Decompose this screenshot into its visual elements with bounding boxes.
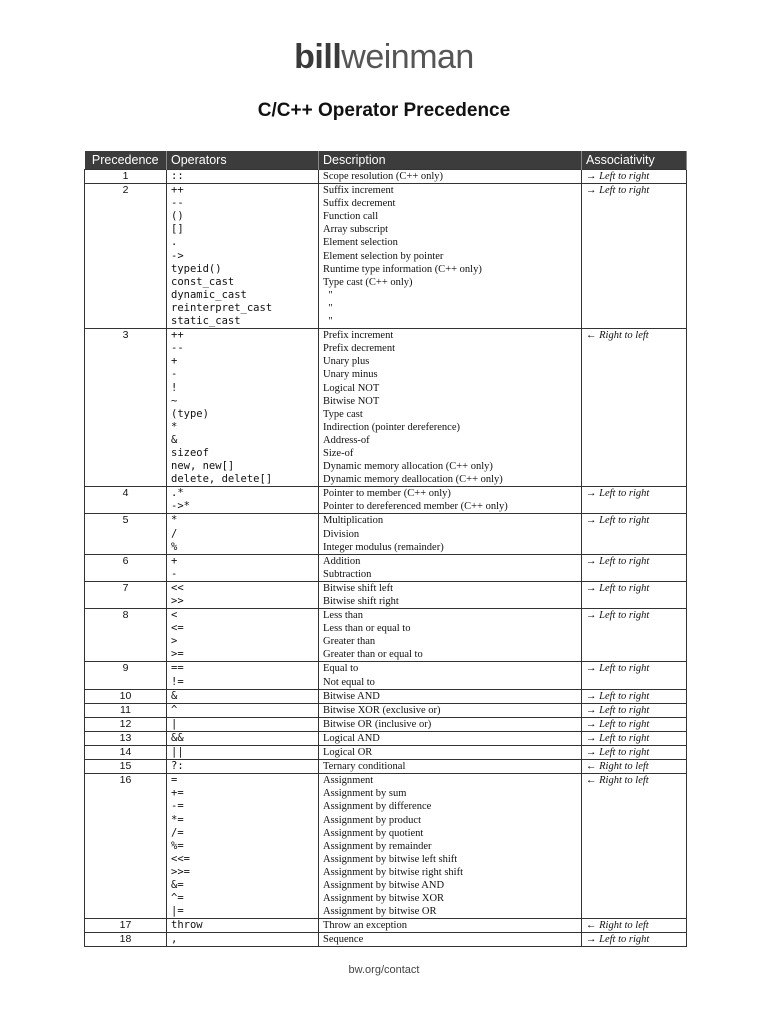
associativity: → Left to right	[586, 555, 650, 567]
description-cell	[319, 329, 582, 487]
operators-cell	[167, 554, 319, 581]
operators-cell	[167, 703, 319, 717]
operator: --	[171, 197, 184, 210]
operator-description: Assignment by quotient	[323, 827, 424, 839]
operator: typeid()	[171, 262, 222, 275]
associativity: → Left to right	[586, 171, 650, 182]
operators-cell	[167, 609, 319, 662]
table-row	[85, 487, 687, 514]
operator: =	[171, 774, 178, 787]
precedence-level: 15	[119, 760, 132, 773]
associativity-cell	[582, 746, 687, 760]
operator: +	[171, 554, 178, 567]
footer-link[interactable]: bw.org/contact	[348, 964, 420, 976]
operator: throw	[171, 919, 203, 932]
operator-description: Suffix decrement	[323, 198, 396, 210]
page-title: C/C++ Operator Precedence	[257, 100, 511, 121]
operator: -	[171, 368, 178, 381]
precedence-level: 5	[122, 514, 129, 527]
operator: ->	[171, 249, 184, 262]
operator-description: Less than or equal to	[323, 623, 411, 635]
operator: %	[171, 540, 178, 553]
associativity-cell	[582, 609, 687, 662]
precedence-cell	[85, 919, 167, 933]
precedence-level: 14	[119, 746, 132, 759]
description-cell	[319, 609, 582, 662]
operator: >	[171, 635, 178, 648]
operator: >>=	[171, 865, 190, 878]
precedence-cell	[85, 760, 167, 774]
associativity-cell	[582, 170, 687, 184]
table-row	[85, 774, 687, 919]
operator: !=	[171, 675, 184, 688]
operators-cell	[167, 760, 319, 774]
precedence-cell	[85, 581, 167, 608]
operator: +=	[171, 787, 184, 800]
table-row	[85, 184, 687, 329]
operator-description: Logical OR	[323, 747, 373, 759]
table-row	[85, 746, 687, 760]
associativity: → Left to right	[586, 185, 650, 197]
associativity-cell	[582, 514, 687, 554]
operator-description: Bitwise XOR (exclusive or)	[323, 704, 441, 716]
operator-description: Bitwise OR (inclusive or)	[323, 718, 432, 730]
description-cell	[319, 487, 582, 514]
description-cell	[319, 774, 582, 919]
precedence-cell	[85, 746, 167, 760]
precedence-cell	[85, 731, 167, 745]
operator: %=	[171, 839, 184, 852]
associativity-cell	[582, 774, 687, 919]
description-cell	[319, 703, 582, 717]
operator-description: Unary minus	[323, 369, 378, 381]
table-row	[85, 609, 687, 662]
operator: sizeof	[171, 446, 209, 459]
operators-cell	[167, 746, 319, 760]
precedence-level: 16	[119, 774, 132, 787]
operator-description: Assignment by bitwise left shift	[323, 853, 458, 865]
associativity: → Left to right	[586, 704, 650, 716]
operator: ||	[171, 746, 184, 759]
precedence-cell	[85, 609, 167, 662]
operator-description: Pointer to dereferenced member (C++ only)	[323, 501, 508, 513]
operators-cell	[167, 774, 319, 919]
precedence-level: 7	[122, 581, 129, 594]
operator: []	[171, 223, 184, 236]
operator-description: Dynamic memory allocation (C++ only)	[323, 461, 493, 473]
operator-description: Indirection (pointer dereference)	[323, 421, 461, 433]
operator-description: Array subscript	[323, 224, 389, 236]
operator-description: Type cast (C++ only)	[323, 276, 413, 288]
operators-cell	[167, 514, 319, 554]
associativity: ← Right to left	[586, 920, 649, 932]
brand-logo	[0, 38, 768, 77]
operator-description: Sequence	[323, 934, 364, 946]
table-row	[85, 760, 687, 774]
operator: &&	[171, 731, 184, 744]
header-operators: Operators	[167, 151, 319, 170]
operator: <<=	[171, 852, 190, 865]
precedence-level: 17	[119, 919, 132, 932]
operator-description: Scope resolution (C++ only)	[323, 171, 444, 182]
operator-description: Assignment by sum	[323, 788, 407, 800]
associativity-cell	[582, 760, 687, 774]
operator: delete, delete[]	[171, 473, 273, 486]
precedence-table	[84, 151, 687, 947]
operator-description: Prefix increment	[323, 330, 394, 342]
description-cell	[319, 760, 582, 774]
operator-description: Greater than or equal to	[323, 649, 423, 661]
table-row	[85, 919, 687, 933]
operator-description: Integer modulus (remainder)	[323, 541, 444, 553]
operator: !	[171, 381, 178, 394]
description-cell	[319, 933, 582, 947]
operator: >=	[171, 648, 184, 661]
precedence-cell	[85, 689, 167, 703]
operator-description: "	[323, 316, 333, 328]
precedence-level: 18	[119, 933, 132, 946]
table-row	[85, 554, 687, 581]
operator: ->*	[171, 500, 190, 513]
operator-description: Bitwise NOT	[323, 395, 380, 407]
associativity: ← Right to left	[586, 761, 649, 773]
precedence-level: 2	[122, 184, 129, 197]
associativity-cell	[582, 329, 687, 487]
description-cell	[319, 514, 582, 554]
precedence-cell	[85, 329, 167, 487]
operator: ==	[171, 662, 184, 675]
operator: <<	[171, 581, 184, 594]
associativity: ← Right to left	[586, 330, 649, 342]
operator-description: Dynamic memory deallocation (C++ only)	[323, 474, 503, 486]
operator: |	[171, 717, 178, 730]
description-cell	[319, 184, 582, 329]
operator-description: Assignment by product	[323, 814, 421, 826]
operator-description: Less than	[323, 610, 363, 622]
associativity-cell	[582, 487, 687, 514]
precedence-cell	[85, 170, 167, 184]
precedence-level: 6	[122, 554, 129, 567]
table-row	[85, 717, 687, 731]
description-cell	[319, 689, 582, 703]
operator: |=	[171, 905, 184, 918]
precedence-cell	[85, 933, 167, 947]
operator: *	[171, 420, 178, 433]
associativity-cell	[582, 581, 687, 608]
operators-cell	[167, 919, 319, 933]
associativity: → Left to right	[586, 582, 650, 594]
associativity-cell	[582, 554, 687, 581]
operator-description: Assignment by remainder	[323, 840, 432, 852]
description-cell	[319, 662, 582, 689]
precedence-level: 9	[122, 662, 129, 675]
operator: ,	[171, 933, 178, 946]
precedence-level: 3	[122, 329, 129, 342]
associativity: → Left to right	[586, 610, 650, 622]
operator-description: Bitwise shift right	[323, 596, 399, 607]
associativity: → Left to right	[586, 515, 650, 527]
operator: ~	[171, 394, 178, 407]
description-cell	[319, 731, 582, 745]
precedence-cell	[85, 554, 167, 581]
operators-cell	[167, 170, 319, 184]
operator: ^	[171, 703, 178, 716]
operator-description: Unary plus	[323, 356, 370, 368]
operator: /	[171, 527, 178, 540]
operator-description: Address-of	[323, 434, 370, 446]
operator: .*	[171, 487, 184, 500]
description-cell	[319, 717, 582, 731]
precedence-level: 8	[122, 609, 129, 622]
operator-description: Assignment	[323, 775, 374, 787]
operator: (type)	[171, 407, 209, 420]
associativity-cell	[582, 662, 687, 689]
precedence-cell	[85, 774, 167, 919]
precedence-cell	[85, 662, 167, 689]
operators-cell	[167, 933, 319, 947]
operators-cell	[167, 329, 319, 487]
operator: &=	[171, 878, 184, 891]
description-cell	[319, 554, 582, 581]
associativity: → Left to right	[586, 747, 650, 759]
associativity-cell	[582, 184, 687, 329]
operator-description: Throw an exception	[323, 920, 407, 932]
operator-description: Type cast	[323, 408, 363, 420]
precedence-cell	[85, 184, 167, 329]
operator-description: Suffix increment	[323, 185, 394, 197]
brand-logo-part2: weinman	[341, 38, 474, 76]
precedence-cell	[85, 514, 167, 554]
operators-cell	[167, 184, 319, 329]
table-row	[85, 933, 687, 947]
associativity: ← Right to left	[586, 775, 649, 787]
operators-cell	[167, 717, 319, 731]
operator-description: Element selection by pointer	[323, 250, 444, 262]
operator-description: Division	[323, 528, 360, 540]
operator-description: Assignment by bitwise XOR	[323, 893, 445, 905]
description-cell	[319, 581, 582, 608]
operator: -	[171, 567, 178, 580]
operator-description: Assignment by difference	[323, 801, 432, 813]
operator: &	[171, 689, 178, 702]
associativity: → Left to right	[586, 718, 650, 730]
operator-description: Bitwise AND	[323, 690, 380, 702]
operator: <=	[171, 622, 184, 635]
operator-description: Addition	[323, 555, 361, 567]
associativity: → Left to right	[586, 732, 650, 744]
header-associativity: Associativity	[582, 151, 687, 170]
table-row	[85, 703, 687, 717]
operator: *	[171, 514, 178, 527]
precedence-cell	[85, 717, 167, 731]
precedence-level: 10	[119, 689, 132, 702]
operators-cell	[167, 581, 319, 608]
precedence-level: 13	[119, 731, 132, 744]
precedence-level: 12	[119, 717, 132, 730]
operator-description: Ternary conditional	[323, 761, 406, 773]
operator: ::	[171, 170, 184, 182]
associativity: → Left to right	[586, 663, 650, 675]
operator: &	[171, 433, 178, 446]
operator-description: Prefix decrement	[323, 343, 396, 355]
operator: *=	[171, 813, 184, 826]
table-body	[85, 170, 687, 947]
operator-description: "	[323, 302, 333, 314]
operator: ^=	[171, 892, 184, 905]
description-cell	[319, 170, 582, 184]
operator-description: Multiplication	[323, 515, 384, 527]
operator: >>	[171, 595, 184, 607]
associativity-cell	[582, 689, 687, 703]
operator: dynamic_cast	[171, 288, 247, 301]
operator-description: Bitwise shift left	[323, 582, 393, 594]
operator-description: Assignment by bitwise AND	[323, 879, 445, 891]
operator-description: Size-of	[323, 447, 354, 459]
table-row	[85, 170, 687, 184]
associativity-cell	[582, 717, 687, 731]
associativity-cell	[582, 703, 687, 717]
operators-cell	[167, 662, 319, 689]
operator: ?:	[171, 760, 184, 773]
operator: ++	[171, 329, 184, 342]
table-row	[85, 581, 687, 608]
associativity: → Left to right	[586, 488, 650, 500]
operator: -=	[171, 800, 184, 813]
operator-description: Greater than	[323, 636, 376, 648]
operator-description: Subtraction	[323, 568, 372, 580]
operator-description: Runtime type information (C++ only)	[323, 263, 482, 275]
operator-description: Assignment by bitwise OR	[323, 906, 437, 918]
operator-description: Not equal to	[323, 676, 375, 688]
operator: +	[171, 355, 178, 368]
associativity: → Left to right	[586, 690, 650, 702]
operator: .	[171, 236, 178, 249]
associativity: → Left to right	[586, 934, 650, 946]
operator: static_cast	[171, 315, 241, 328]
operator: reinterpret_cast	[171, 301, 273, 314]
associativity-cell	[582, 731, 687, 745]
precedence-level: 1	[122, 170, 129, 182]
associativity-cell	[582, 919, 687, 933]
brand-logo-part1: bill	[294, 38, 342, 76]
precedence-cell	[85, 487, 167, 514]
operator: new, new[]	[171, 460, 235, 473]
precedence-cell	[85, 703, 167, 717]
table-row	[85, 731, 687, 745]
operator: ()	[171, 210, 184, 223]
operator-description: Logical NOT	[323, 382, 380, 394]
operators-cell	[167, 689, 319, 703]
header-description: Description	[319, 151, 582, 170]
table-header-row	[85, 151, 687, 170]
operator-description: Element selection	[323, 237, 398, 249]
operators-cell	[167, 731, 319, 745]
table-row	[85, 514, 687, 554]
operator: /=	[171, 826, 184, 839]
table-row	[85, 662, 687, 689]
operator-description: Logical AND	[323, 732, 380, 744]
operator-description: Assignment by bitwise right shift	[323, 866, 463, 878]
operator: const_cast	[171, 275, 235, 288]
table-row	[85, 329, 687, 487]
operator: --	[171, 342, 184, 355]
operator-description: Function call	[323, 211, 379, 223]
operator: <	[171, 609, 178, 622]
operator-description: "	[323, 289, 333, 301]
description-cell	[319, 746, 582, 760]
operator-description: Pointer to member (C++ only)	[323, 488, 451, 500]
header-precedence: Precedence	[85, 151, 167, 170]
precedence-level: 4	[122, 487, 129, 500]
operator-description: Equal to	[323, 663, 359, 675]
operators-cell	[167, 487, 319, 514]
associativity-cell	[582, 933, 687, 947]
operator: ++	[171, 184, 184, 197]
table-row	[85, 689, 687, 703]
precedence-level: 11	[120, 703, 131, 716]
description-cell	[319, 919, 582, 933]
